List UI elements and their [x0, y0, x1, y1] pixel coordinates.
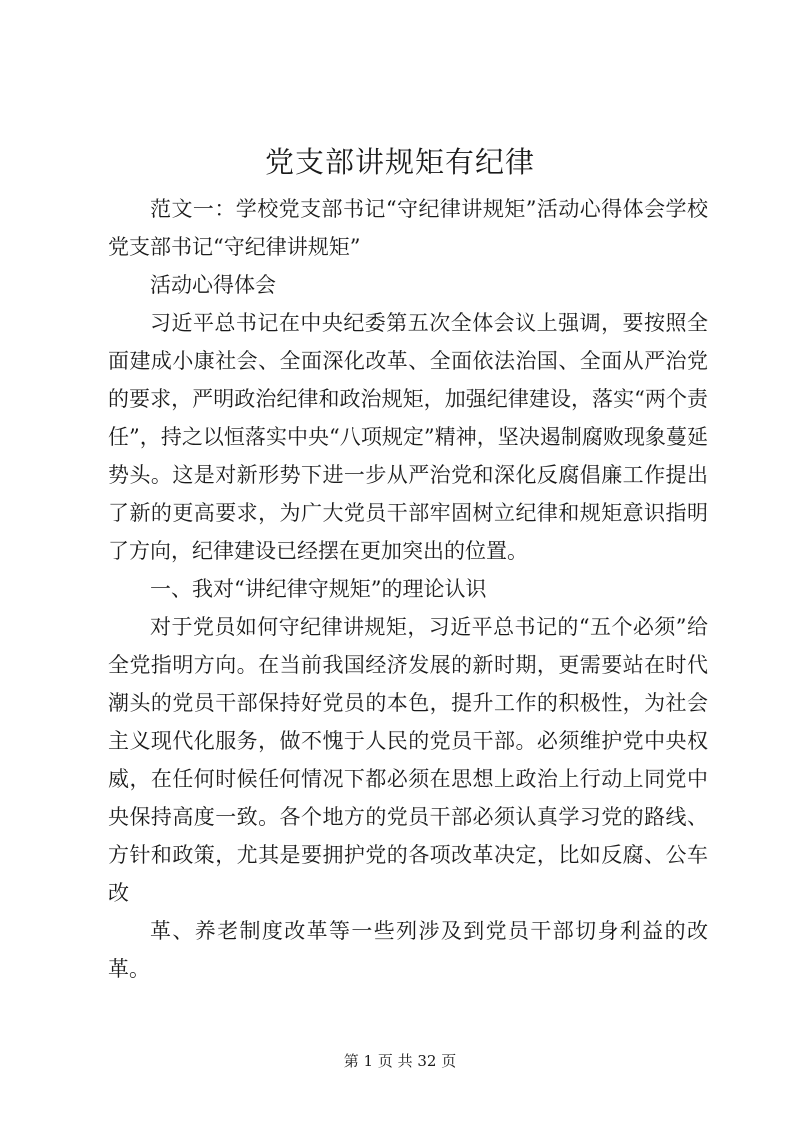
document-body	[108, 190, 708, 988]
paragraph-heading-fanwen: 范文一：学校党支部书记“守纪律讲规矩”活动心得体会学校党支部书记“守纪律讲规矩”	[108, 197, 708, 259]
paragraph-intro: 习近平总书记在中央纪委第五次全体会议上强调，要按照全面建成小康社会、全面深化改革、全面依法治国、全面从严治党的要求，严明政治纪律和政治规矩，加强纪律建设，落实“两个责任”，持之以恒落实中央“八项规定”精神，坚决遏制腐败现象蔓延势头。这是对新形势下进一步从严治党和深化反腐倡廉工作提出了新的更高要求，为广大党员干部牢固树立纪律和规矩意识指明了方向，纪律建设已经摆在更加突出的位置。	[108, 311, 708, 563]
document-title: 党支部讲规矩有纪律	[264, 145, 535, 179]
paragraph-section-heading: 一、我对“讲纪律守规矩”的理论认识	[150, 577, 487, 601]
paragraph-five-musts: 对于党员如何守纪律讲规矩，习近平总书记的“五个必须”给全党指明方向。在当前我国经济发展的新时期，更需要站在时代潮头的党员干部保持好党员的本色，提升工作的积极性，为社会主义现代化服务，做不愧于人民的党员干部。必须维护党中央权威，在任何时候任何情况下都必须在思想上政治上行动上同党中央保持高度一致。各个地方的党员干部必须认真学习党的路线、方针和政策，尤其是要拥护党的各项改革决定，比如反腐、公车改	[108, 615, 708, 905]
page-footer: 第 1 页 共 32 页	[343, 1052, 457, 1070]
paragraph-reform: 革、养老制度改革等一些列涉及到党员干部切身利益的改革。	[108, 919, 708, 981]
paragraph-subheading: 活动心得体会	[150, 273, 276, 297]
